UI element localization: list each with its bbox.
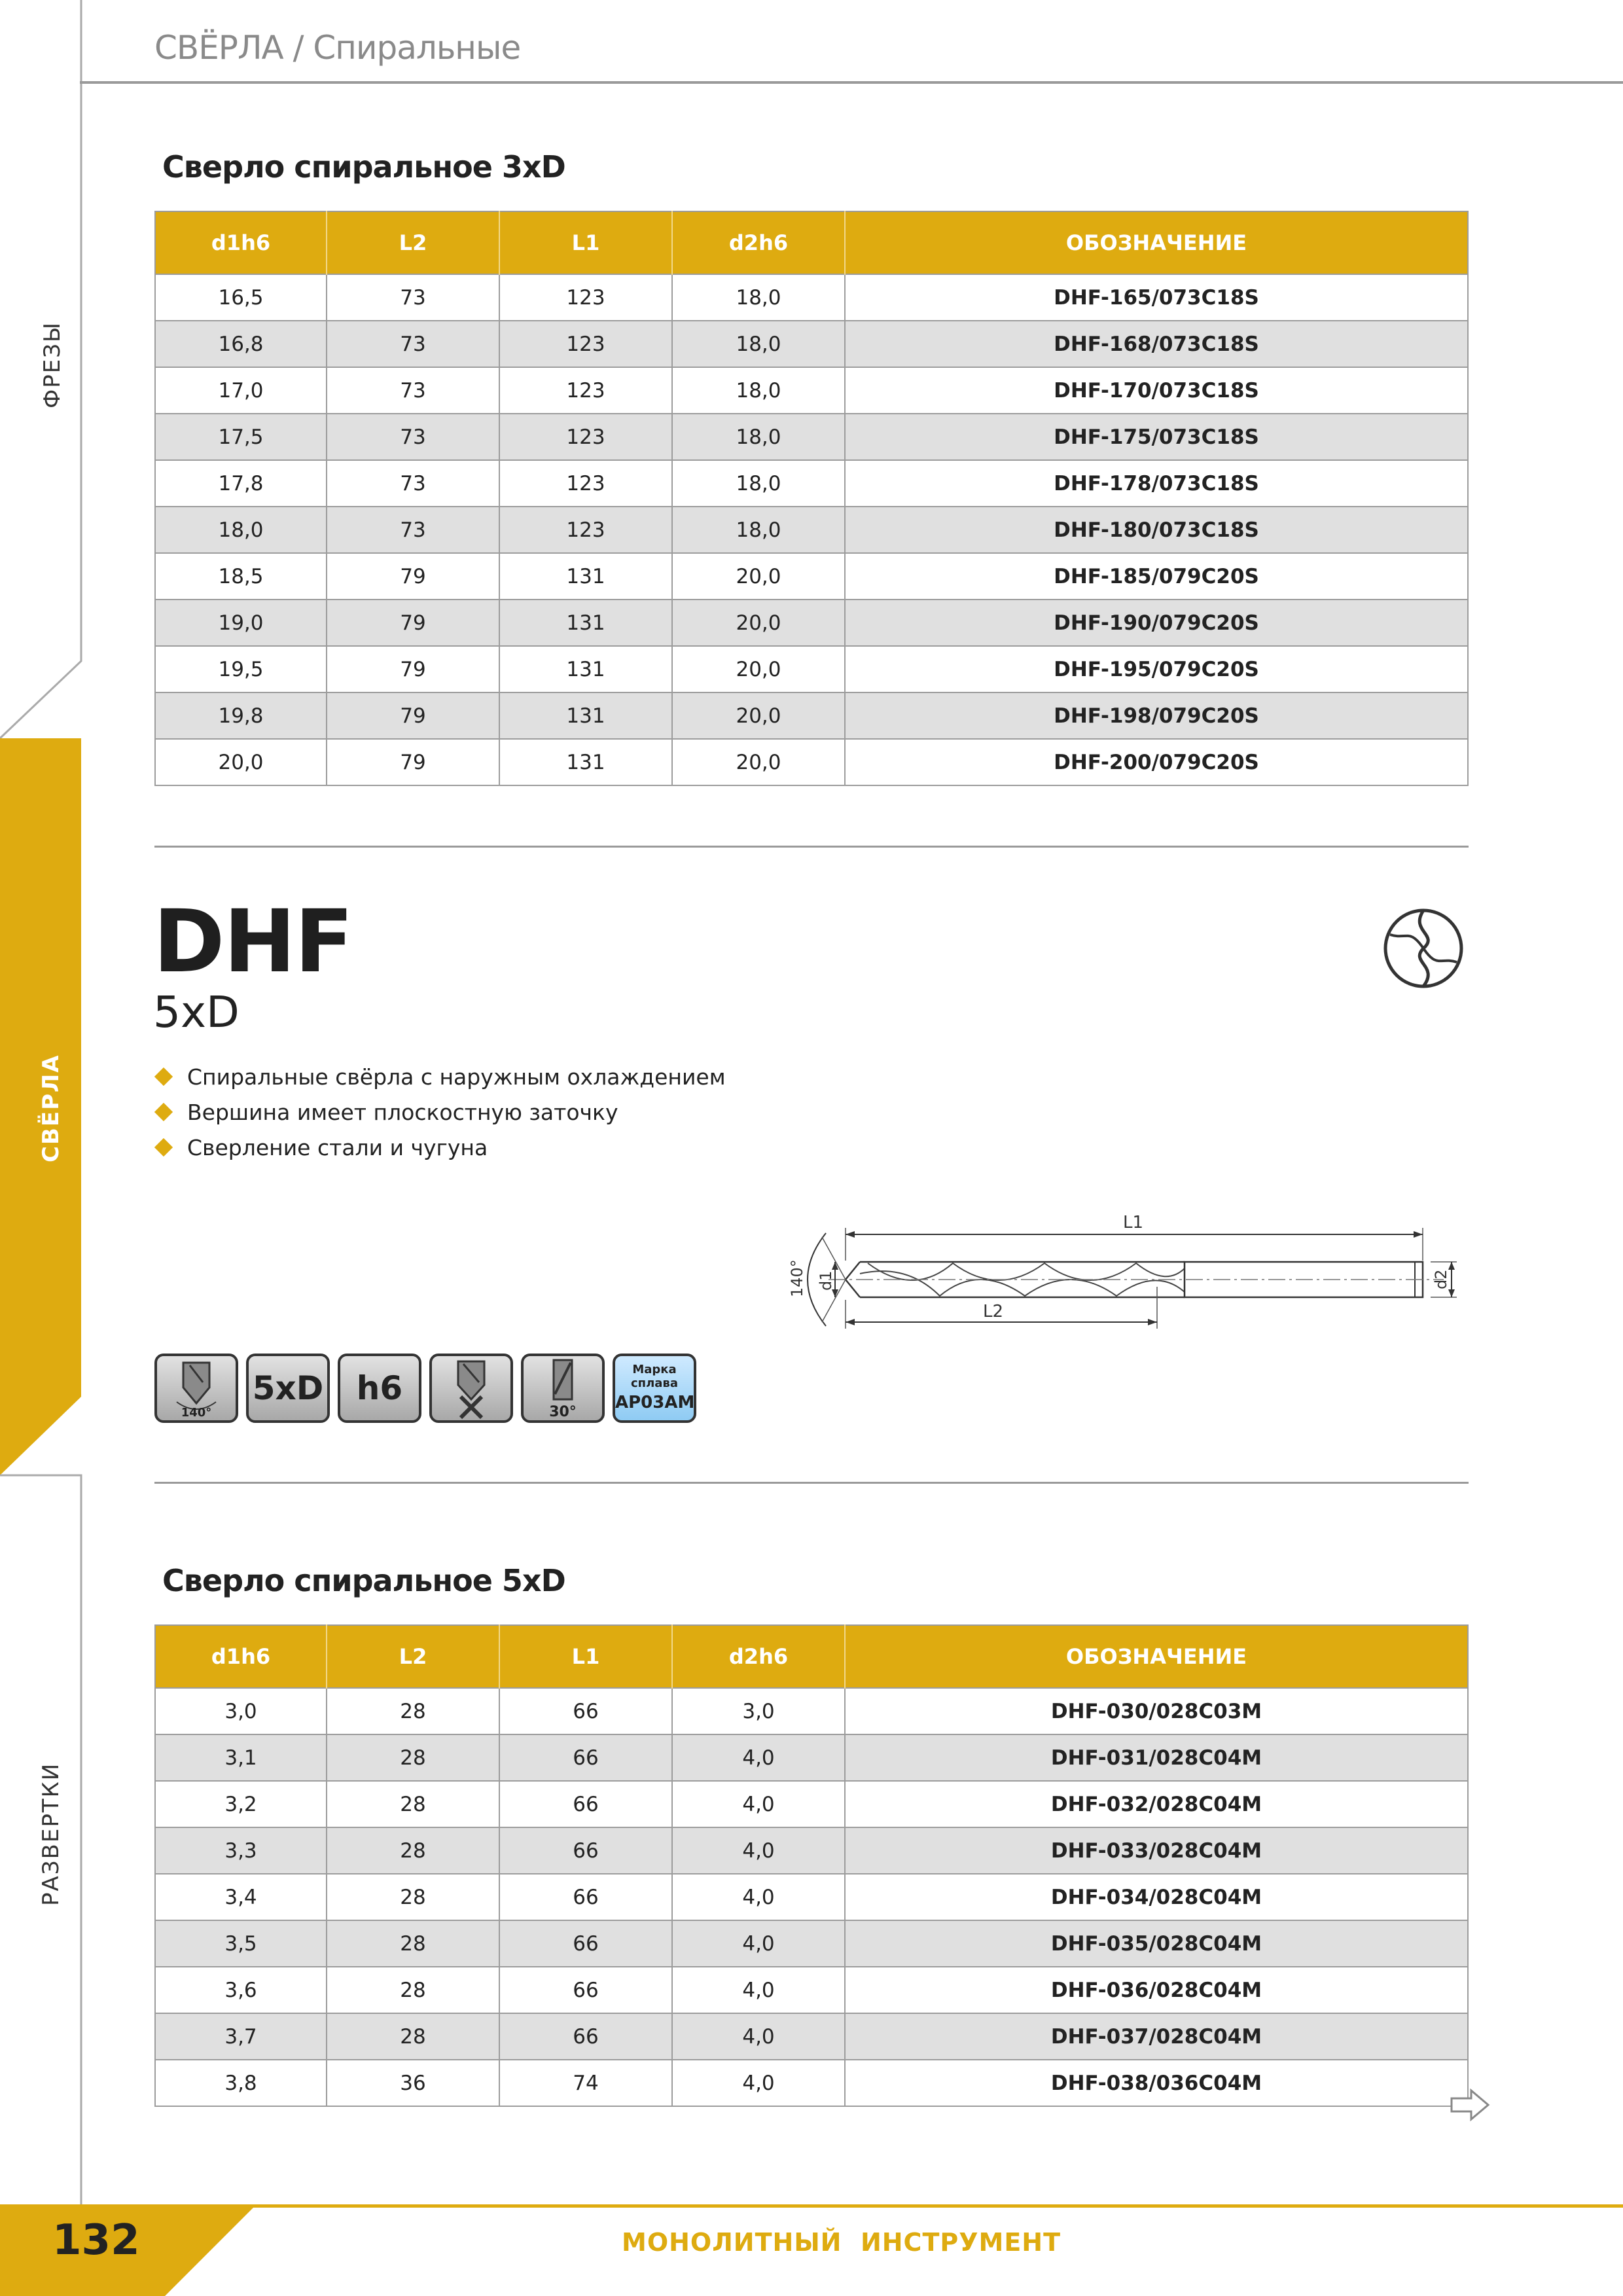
footer-title: МОНОЛИТНЫЙ ИНСТРУМЕНТ	[622, 2228, 1061, 2257]
table-cell: 3,5	[155, 1920, 327, 1967]
table-header-row	[155, 211, 1468, 274]
designation-cell: DHF-030/028C03M	[845, 1688, 1468, 1734]
table-cell: 18,0	[155, 507, 327, 553]
header-divider	[80, 81, 1623, 84]
table-cell: 79	[327, 692, 499, 739]
table-row	[155, 1734, 1468, 1781]
designation-cell: DHF-178/073C18S	[845, 460, 1468, 507]
column-header: d2h6	[672, 211, 845, 274]
designation-cell: DHF-190/079C20S	[845, 600, 1468, 646]
diamond-bullet-icon	[154, 1067, 173, 1086]
designation-cell: DHF-033/028C04M	[845, 1827, 1468, 1874]
designation-cell: DHF-170/073C18S	[845, 367, 1468, 414]
table-row	[155, 274, 1468, 321]
table-row	[155, 739, 1468, 785]
badge-helix-angle	[521, 1354, 605, 1423]
table-row	[155, 367, 1468, 414]
helix-icon	[524, 1356, 602, 1420]
dimension-label-l2: L2	[983, 1302, 1004, 1321]
table-cell: 79	[327, 646, 499, 692]
designation-cell: DHF-198/079C20S	[845, 692, 1468, 739]
designation-cell: DHF-168/073C18S	[845, 321, 1468, 367]
table-cell: 79	[327, 553, 499, 600]
table-row	[155, 1781, 1468, 1827]
product-title: DHF	[153, 891, 353, 992]
table-cell: 28	[327, 1967, 499, 2013]
table-row	[155, 1920, 1468, 1967]
table-row	[155, 2013, 1468, 2060]
side-tab-reamers[interactable]: РАЗВЕРТКИ	[38, 1762, 64, 1906]
column-header: d1h6	[155, 211, 327, 274]
drill-cross-section-icon	[1377, 902, 1470, 995]
table-cell: 3,4	[155, 1874, 327, 1920]
table-cell: 66	[499, 1734, 672, 1781]
table-cell: 3,8	[155, 2060, 327, 2106]
table-cell: 66	[499, 1874, 672, 1920]
designation-cell: DHF-180/073C18S	[845, 507, 1468, 553]
table-cell: 20,0	[672, 739, 845, 785]
table-cell: 4,0	[672, 2013, 845, 2060]
table-cell: 3,2	[155, 1781, 327, 1827]
table-cell: 123	[499, 414, 672, 460]
table-cell: 131	[499, 692, 672, 739]
table-cell: 28	[327, 1874, 499, 1920]
table-cell: 17,8	[155, 460, 327, 507]
table-cell: 73	[327, 321, 499, 367]
column-header: L1	[499, 211, 672, 274]
designation-cell: DHF-034/028C04M	[845, 1874, 1468, 1920]
badge-grade	[613, 1354, 696, 1423]
column-header: L1	[499, 1625, 672, 1688]
table-cell: 18,0	[672, 367, 845, 414]
table-cell: 18,0	[672, 321, 845, 367]
designation-cell: DHF-185/079C20S	[845, 553, 1468, 600]
table-cell: 28	[327, 1734, 499, 1781]
section-divider	[154, 1482, 1469, 1484]
column-header: L2	[327, 1625, 499, 1688]
designation-cell: DHF-195/079C20S	[845, 646, 1468, 692]
drill-tip-icon	[157, 1356, 236, 1420]
table-cell: 79	[327, 739, 499, 785]
table-cell: 3,7	[155, 2013, 327, 2060]
column-header: d1h6	[155, 1625, 327, 1688]
column-header: ОБОЗНАЧЕНИЕ	[845, 1625, 1468, 1688]
dimension-label-d1: d1	[817, 1270, 835, 1291]
table-cell: 18,0	[672, 507, 845, 553]
table-cell: 3,1	[155, 1734, 327, 1781]
table-cell: 3,6	[155, 1967, 327, 2013]
table-cell: 3,0	[672, 1688, 845, 1734]
section-divider	[154, 846, 1469, 848]
table-row	[155, 1688, 1468, 1734]
table-cell: 4,0	[672, 1734, 845, 1781]
table-row	[155, 414, 1468, 460]
table-cell: 73	[327, 460, 499, 507]
designation-cell: DHF-036/028C04M	[845, 1967, 1468, 2013]
feature-item: Сверление стали и чугуна	[157, 1135, 488, 1160]
table-cell: 28	[327, 2013, 499, 2060]
table-cell: 19,5	[155, 646, 327, 692]
table-cell: 66	[499, 1920, 672, 1967]
table-cell: 66	[499, 1688, 672, 1734]
badge-grade-label-2: сплава	[631, 1376, 678, 1390]
badge-tolerance-text: h6	[356, 1369, 403, 1407]
drill-technical-drawing	[783, 1208, 1476, 1339]
diamond-bullet-icon	[154, 1103, 173, 1121]
section2-title: Сверло спиральное 5xD	[162, 1563, 565, 1598]
table-cell: 28	[327, 1920, 499, 1967]
side-tab-milling[interactable]: ФРЕЗЫ	[39, 321, 65, 408]
table-cell: 20,0	[672, 646, 845, 692]
page-number: 132	[52, 2216, 140, 2265]
table-cell: 123	[499, 460, 672, 507]
badge-ratio-text: 5xD	[252, 1369, 324, 1407]
page-header-title: СВЁРЛА / Спиральные	[154, 29, 521, 67]
table-cell: 28	[327, 1688, 499, 1734]
table-cell: 20,0	[672, 600, 845, 646]
table-cell: 19,0	[155, 600, 327, 646]
table-cell: 73	[327, 367, 499, 414]
designation-cell: DHF-038/036C04M	[845, 2060, 1468, 2106]
badge-no-coolant	[429, 1354, 513, 1423]
table-cell: 66	[499, 1967, 672, 2013]
table-cell: 66	[499, 2013, 672, 2060]
table-cell: 18,5	[155, 553, 327, 600]
badge-angle-text: 140°	[181, 1406, 212, 1420]
table-row	[155, 1827, 1468, 1874]
table-cell: 123	[499, 367, 672, 414]
table-cell: 4,0	[672, 1874, 845, 1920]
column-header: d2h6	[672, 1625, 845, 1688]
table-row	[155, 321, 1468, 367]
designation-cell: DHF-031/028C04M	[845, 1734, 1468, 1781]
table-cell: 66	[499, 1781, 672, 1827]
table-cell: 28	[327, 1781, 499, 1827]
table-cell: 73	[327, 274, 499, 321]
diamond-bullet-icon	[154, 1138, 173, 1157]
table-header-row	[155, 1625, 1468, 1688]
table-cell: 3,3	[155, 1827, 327, 1874]
table-cell: 123	[499, 321, 672, 367]
table-row	[155, 1967, 1468, 2013]
section1-title: Сверло спиральное 3xD	[162, 149, 565, 185]
table-cell: 20,0	[672, 553, 845, 600]
table-cell: 19,8	[155, 692, 327, 739]
badge-grade-label-1: Марка	[632, 1363, 677, 1376]
spec-table-3xd	[154, 211, 1469, 786]
dimension-label-angle: 140°	[788, 1259, 806, 1297]
table-cell: 20,0	[155, 739, 327, 785]
table-cell: 3,0	[155, 1688, 327, 1734]
table-row	[155, 692, 1468, 739]
table-cell: 73	[327, 507, 499, 553]
dimension-label-d2: d2	[1432, 1269, 1450, 1289]
badge-length-ratio	[246, 1354, 330, 1423]
table-cell: 4,0	[672, 2060, 845, 2106]
table-cell: 17,5	[155, 414, 327, 460]
table-cell: 16,8	[155, 321, 327, 367]
table-cell: 131	[499, 739, 672, 785]
table-cell: 73	[327, 414, 499, 460]
product-subtitle: 5xD	[153, 987, 240, 1037]
table-row	[155, 600, 1468, 646]
table-cell: 123	[499, 507, 672, 553]
badge-point-angle	[154, 1354, 238, 1423]
designation-cell: DHF-165/073C18S	[845, 274, 1468, 321]
table-cell: 36	[327, 2060, 499, 2106]
table-cell: 131	[499, 600, 672, 646]
table-cell: 66	[499, 1827, 672, 1874]
cross-icon	[432, 1356, 510, 1420]
dimension-label-l1: L1	[1123, 1213, 1144, 1232]
table-row	[155, 507, 1468, 553]
table-cell: 131	[499, 553, 672, 600]
column-header: L2	[327, 211, 499, 274]
table-cell: 16,5	[155, 274, 327, 321]
table-cell: 123	[499, 274, 672, 321]
designation-cell: DHF-175/073C18S	[845, 414, 1468, 460]
table-row	[155, 1874, 1468, 1920]
spec-table-5xd	[154, 1624, 1469, 2107]
designation-cell: DHF-035/028C04M	[845, 1920, 1468, 1967]
designation-cell: DHF-032/028C04M	[845, 1781, 1468, 1827]
table-cell: 74	[499, 2060, 672, 2106]
table-row	[155, 553, 1468, 600]
table-cell: 4,0	[672, 1967, 845, 2013]
table-cell: 18,0	[672, 274, 845, 321]
designation-cell: DHF-200/079C20S	[845, 739, 1468, 785]
table-cell: 18,0	[672, 460, 845, 507]
table-row	[155, 646, 1468, 692]
badge-grade-text: AP03AM	[615, 1393, 695, 1412]
side-tab-drills[interactable]: СВЁРЛА	[38, 1054, 64, 1162]
table-cell: 18,0	[672, 414, 845, 460]
table-cell: 4,0	[672, 1827, 845, 1874]
table-row	[155, 460, 1468, 507]
badge-helix-text: 30°	[549, 1404, 577, 1420]
feature-item: Вершина имеет плоскостную заточку	[157, 1100, 618, 1125]
designation-cell: DHF-037/028C04M	[845, 2013, 1468, 2060]
table-cell: 20,0	[672, 692, 845, 739]
feature-item: Спиральные свёрла с наружным охлаждением	[157, 1064, 726, 1090]
table-cell: 4,0	[672, 1920, 845, 1967]
table-cell: 131	[499, 646, 672, 692]
table-cell: 28	[327, 1827, 499, 1874]
table-cell: 4,0	[672, 1781, 845, 1827]
table-cell: 17,0	[155, 367, 327, 414]
table-row	[155, 2060, 1468, 2106]
table-cell: 79	[327, 600, 499, 646]
continue-arrow-icon[interactable]	[1449, 2088, 1491, 2122]
badge-tolerance	[338, 1354, 421, 1423]
column-header: ОБОЗНАЧЕНИЕ	[845, 211, 1468, 274]
